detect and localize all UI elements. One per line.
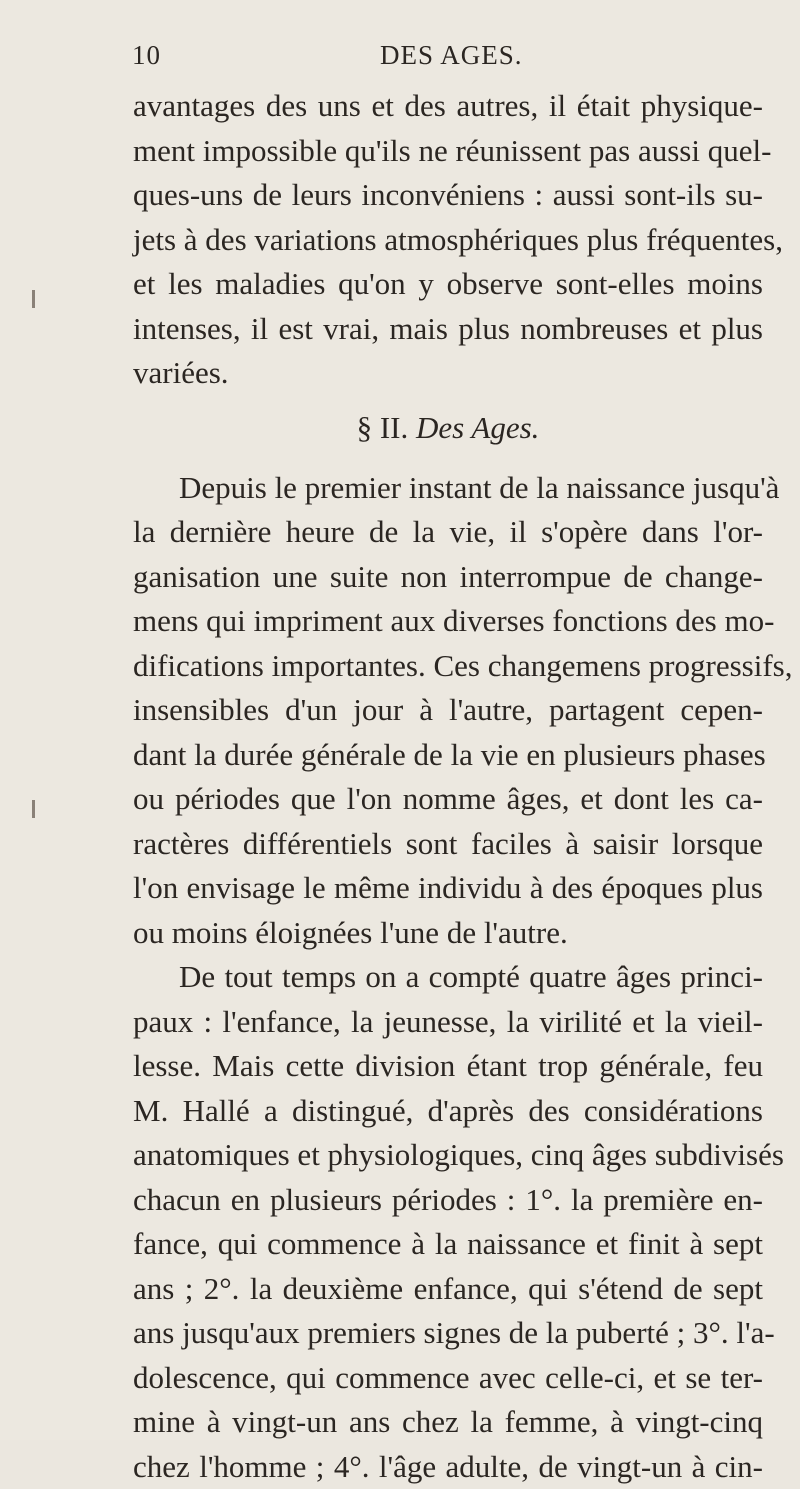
page-number: 10 xyxy=(132,40,161,71)
paragraph-2 xyxy=(133,466,763,956)
paragraph-1 xyxy=(133,84,763,396)
text-line: difications importantes. Ces changemens progressifs, xyxy=(133,644,763,689)
text-line: ans jusqu'aux premiers signes de la puberté ; 3°. l'a- xyxy=(133,1311,763,1356)
text-line: avantages des uns et des autres, il était physique- xyxy=(133,84,763,129)
section-number: § II. xyxy=(357,410,409,445)
text-line: mine à vingt-un ans chez la femme, à vingt-cinq xyxy=(133,1400,763,1445)
text-line: De tout temps on a compté quatre âges princi- xyxy=(133,955,763,1000)
text-line: ractères différentiels sont faciles à saisir lorsque xyxy=(133,822,763,867)
page-body xyxy=(133,84,763,1489)
text-line: fance, qui commence à la naissance et finit à sept xyxy=(133,1222,763,1267)
margin-mark xyxy=(32,800,35,818)
text-line: chacun en plusieurs périodes : 1°. la première en- xyxy=(133,1178,763,1223)
text-line: anatomiques et physiologiques, cinq âges subdivisés xyxy=(133,1133,763,1178)
page-header xyxy=(130,40,780,76)
text-line: paux : l'enfance, la jeunesse, la virilité et la vieil- xyxy=(133,1000,763,1045)
section-heading xyxy=(133,400,763,456)
text-line: lesse. Mais cette division étant trop générale, feu xyxy=(133,1044,763,1089)
text-line: ans ; 2°. la deuxième enfance, qui s'étend de sept xyxy=(133,1267,763,1312)
text-line: dolescence, qui commence avec celle-ci, et se ter- xyxy=(133,1356,763,1401)
text-line: chez l'homme ; 4°. l'âge adulte, de vingt-un à cin- xyxy=(133,1445,763,1489)
paragraph-3 xyxy=(133,955,763,1489)
text-line: M. Hallé a distingué, d'après des considérations xyxy=(133,1089,763,1134)
text-line: jets à des variations atmosphériques plus fréquentes, xyxy=(133,218,763,263)
margin-mark xyxy=(32,290,35,308)
text-line: ou moins éloignées l'une de l'autre. xyxy=(133,911,763,956)
text-line: ques-uns de leurs inconvéniens : aussi sont-ils su- xyxy=(133,173,763,218)
text-line: l'on envisage le même individu à des époques plus xyxy=(133,866,763,911)
text-line: insensibles d'un jour à l'autre, partagent cepen- xyxy=(133,688,763,733)
text-line: ment impossible qu'ils ne réunissent pas aussi quel- xyxy=(133,129,763,174)
text-line: dant la durée générale de la vie en plusieurs phases xyxy=(133,733,763,778)
text-line: ganisation une suite non interrompue de change- xyxy=(133,555,763,600)
text-line: la dernière heure de la vie, il s'opère dans l'or- xyxy=(133,510,763,555)
section-title: Des Ages. xyxy=(416,410,539,445)
text-line: Depuis le premier instant de la naissance jusqu'à xyxy=(133,466,763,511)
running-head: DES AGES. xyxy=(380,40,523,71)
text-line: intenses, il est vrai, mais plus nombreuses et plus xyxy=(133,307,763,352)
text-line: ou périodes que l'on nomme âges, et dont les ca- xyxy=(133,777,763,822)
text-line: et les maladies qu'on y observe sont-elles moins xyxy=(133,262,763,307)
text-line: variées. xyxy=(133,351,763,396)
text-line: mens qui impriment aux diverses fonctions des mo- xyxy=(133,599,763,644)
